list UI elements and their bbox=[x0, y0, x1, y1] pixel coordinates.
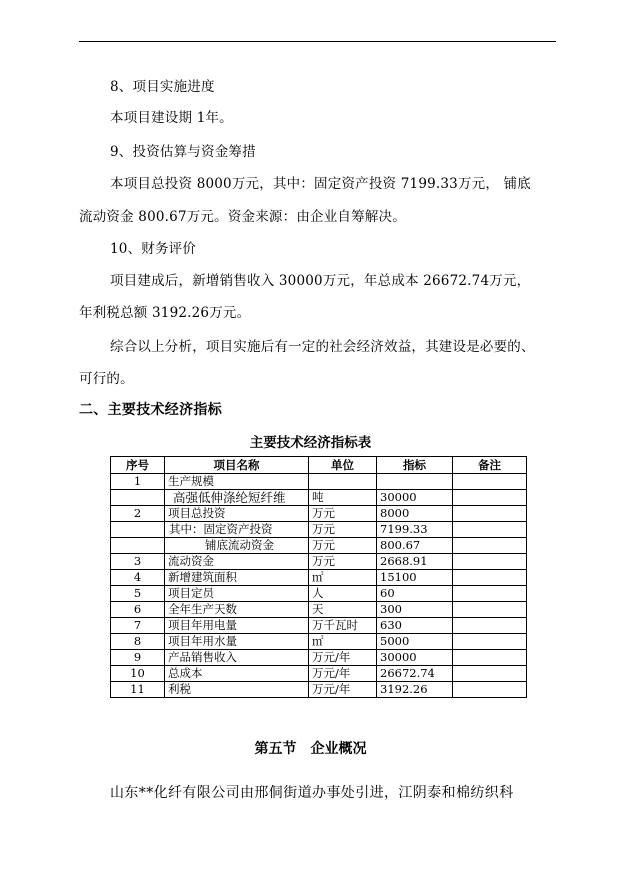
section-8-text: 本项目建设期 1年。 bbox=[110, 110, 233, 126]
cell-value: 800.67 bbox=[377, 538, 453, 554]
table-row bbox=[111, 666, 527, 682]
cell-value: 30000 bbox=[377, 650, 453, 666]
cell-remark bbox=[453, 570, 527, 586]
cell-seq bbox=[111, 538, 165, 554]
cell-unit: 万元 bbox=[309, 506, 377, 522]
indicator-table bbox=[110, 456, 527, 698]
header-value: 指标 bbox=[377, 457, 453, 474]
cell-remark bbox=[453, 634, 527, 650]
cell-name: 全年生产天数 bbox=[165, 602, 309, 618]
cell-value: 3192.26 bbox=[377, 682, 453, 698]
cell-unit: 万元/年 bbox=[309, 650, 377, 666]
cell-value: 630 bbox=[377, 618, 453, 634]
section-9-heading: 9、投资估算与资金筹措 bbox=[110, 144, 256, 160]
section-10-line-2: 年利税总额 3192.26万元。 bbox=[79, 305, 251, 321]
cell-unit: ㎡ bbox=[309, 570, 377, 586]
cell-remark bbox=[453, 682, 527, 698]
cell-value: 2668.91 bbox=[377, 554, 453, 570]
table-row bbox=[111, 570, 527, 586]
table-header-row bbox=[111, 457, 527, 474]
cell-name: 高强低伸涤纶短纤维 bbox=[165, 490, 309, 506]
table-row bbox=[111, 474, 527, 490]
cell-remark bbox=[453, 490, 527, 506]
cell-name: 项目定员 bbox=[165, 586, 309, 602]
cell-remark bbox=[453, 554, 527, 570]
cell-value: 5000 bbox=[377, 634, 453, 650]
cell-unit bbox=[309, 474, 377, 490]
cell-seq: 10 bbox=[111, 666, 165, 682]
cell-remark bbox=[453, 650, 527, 666]
cell-remark bbox=[453, 538, 527, 554]
summary-line-2: 可行的。 bbox=[79, 371, 134, 387]
summary-line-1: 综合以上分析，项目实施后有一定的社会经济效益，其建设是必要的、 bbox=[110, 339, 535, 355]
cell-seq: 2 bbox=[111, 506, 165, 522]
cell-value: 300 bbox=[377, 602, 453, 618]
cell-unit: 万元 bbox=[309, 522, 377, 538]
cell-unit: 万元/年 bbox=[309, 666, 377, 682]
chapter-2-heading: 二、主要技术经济指标 bbox=[79, 402, 222, 418]
section-8-heading: 8、项目实施进度 bbox=[110, 79, 215, 95]
cell-seq: 7 bbox=[111, 618, 165, 634]
table-row bbox=[111, 618, 527, 634]
cell-remark bbox=[453, 474, 527, 490]
cell-seq bbox=[111, 522, 165, 538]
cell-seq: 4 bbox=[111, 570, 165, 586]
table-row bbox=[111, 554, 527, 570]
cell-seq: 5 bbox=[111, 586, 165, 602]
cell-unit: 万元 bbox=[309, 538, 377, 554]
cell-name: 项目年用水量 bbox=[165, 634, 309, 650]
section-9-line-1: 本项目总投资 8000万元，其中：固定资产投资 7199.33万元， 铺底 bbox=[110, 176, 531, 192]
cell-unit: 人 bbox=[309, 586, 377, 602]
cell-name: 项目年用电量 bbox=[165, 618, 309, 634]
cell-seq: 1 bbox=[111, 474, 165, 490]
cell-name: 生产规模 bbox=[165, 474, 309, 490]
cell-unit: ㎡ bbox=[309, 634, 377, 650]
cell-remark bbox=[453, 666, 527, 682]
cell-unit: 万千瓦时 bbox=[309, 618, 377, 634]
cell-name: 新增建筑面积 bbox=[165, 570, 309, 586]
table-row bbox=[111, 682, 527, 698]
table-row bbox=[111, 602, 527, 618]
header-seq: 序号 bbox=[111, 457, 165, 474]
table-row bbox=[111, 490, 527, 506]
cell-unit: 天 bbox=[309, 602, 377, 618]
cell-seq: 8 bbox=[111, 634, 165, 650]
cell-name: 其中：固定资产投资 bbox=[165, 522, 309, 538]
cell-value: 7199.33 bbox=[377, 522, 453, 538]
cell-name: 产品销售收入 bbox=[165, 650, 309, 666]
cell-value: 30000 bbox=[377, 490, 453, 506]
table-caption: 主要技术经济指标表 bbox=[249, 435, 372, 451]
cell-name: 项目总投资 bbox=[165, 506, 309, 522]
cell-value: 60 bbox=[377, 586, 453, 602]
cell-remark bbox=[453, 618, 527, 634]
cell-name: 铺底流动资金 bbox=[165, 538, 309, 554]
cell-unit: 吨 bbox=[309, 490, 377, 506]
cell-seq: 11 bbox=[111, 682, 165, 698]
table-row bbox=[111, 538, 527, 554]
section-5-title: 第五节 企业概况 bbox=[254, 741, 367, 757]
header-remark: 备注 bbox=[453, 457, 527, 474]
cell-name: 总成本 bbox=[165, 666, 309, 682]
cell-value: 8000 bbox=[377, 506, 453, 522]
header-unit: 单位 bbox=[309, 457, 377, 474]
section-10-line-1: 项目建成后，新增销售收入 30000万元，年总成本 26672.74万元， bbox=[110, 273, 531, 289]
header-name: 项目名称 bbox=[165, 457, 309, 474]
table-row bbox=[111, 506, 527, 522]
header-rule bbox=[79, 41, 556, 42]
cell-value: 26672.74 bbox=[377, 666, 453, 682]
cell-seq: 3 bbox=[111, 554, 165, 570]
company-intro-line: 山东**化纤有限公司由邢侗街道办事处引进，江阴泰和棉纺织科 bbox=[110, 785, 514, 801]
cell-seq: 9 bbox=[111, 650, 165, 666]
cell-remark bbox=[453, 506, 527, 522]
cell-remark bbox=[453, 522, 527, 538]
cell-seq bbox=[111, 490, 165, 506]
cell-value: 15100 bbox=[377, 570, 453, 586]
cell-value bbox=[377, 474, 453, 490]
section-9-line-2: 流动资金 800.67万元。资金来源：由企业自筹解决。 bbox=[79, 209, 406, 225]
cell-name: 利税 bbox=[165, 682, 309, 698]
cell-seq: 6 bbox=[111, 602, 165, 618]
cell-remark bbox=[453, 602, 527, 618]
table-row bbox=[111, 650, 527, 666]
cell-name: 流动资金 bbox=[165, 554, 309, 570]
cell-unit: 万元 bbox=[309, 554, 377, 570]
table-row bbox=[111, 522, 527, 538]
table-row bbox=[111, 634, 527, 650]
cell-remark bbox=[453, 586, 527, 602]
table-row bbox=[111, 586, 527, 602]
section-10-heading: 10、财务评价 bbox=[110, 241, 197, 257]
cell-unit: 万元/年 bbox=[309, 682, 377, 698]
